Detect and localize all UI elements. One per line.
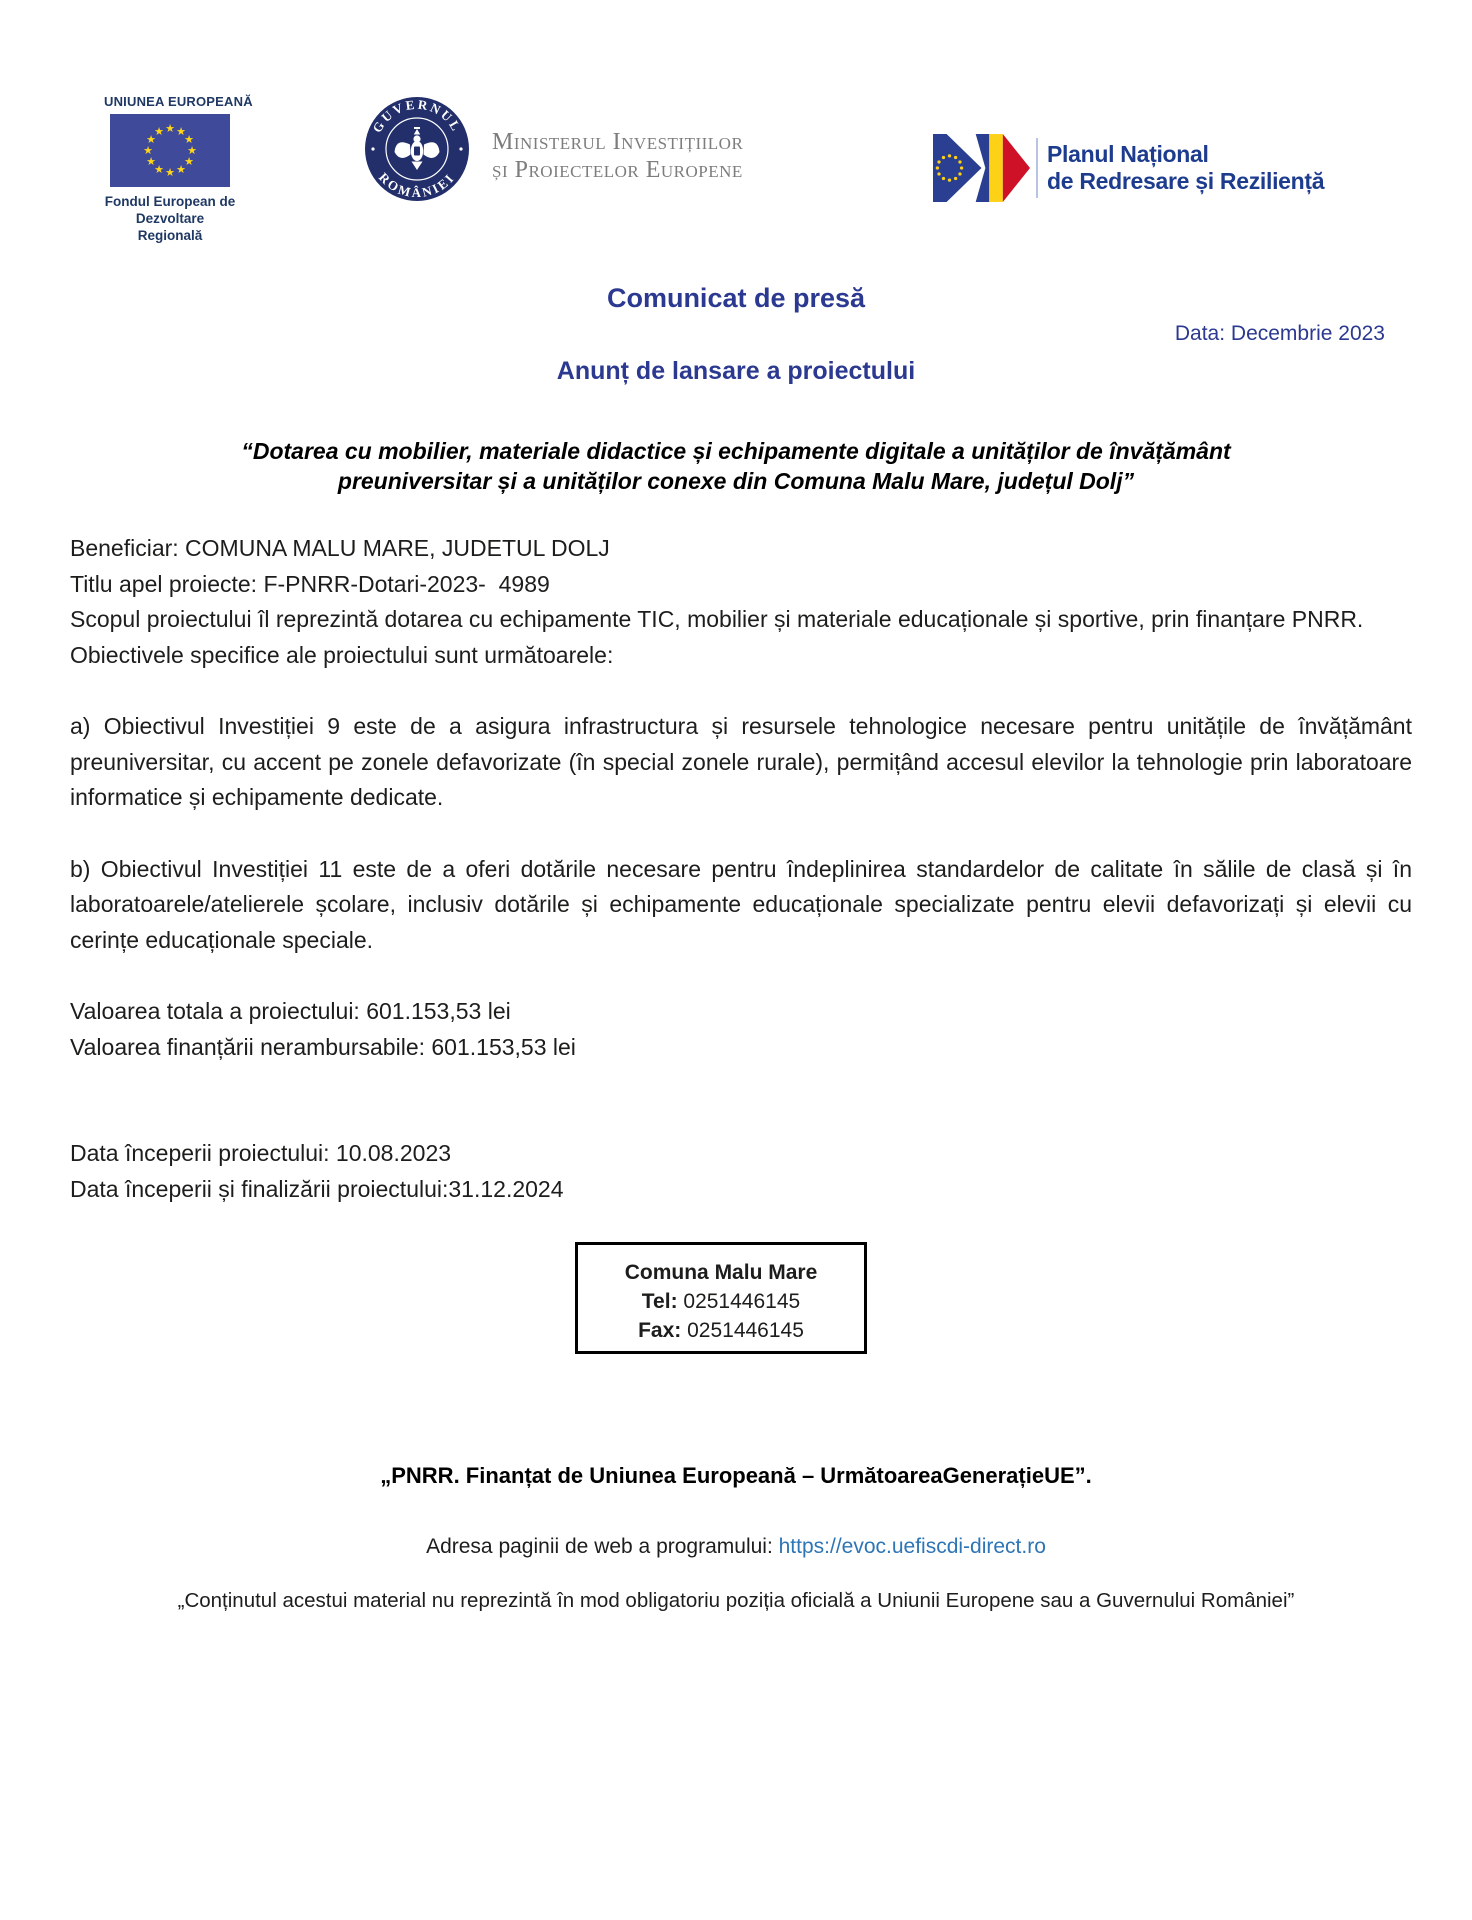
press-release-title: Comunicat de presă <box>606 283 866 313</box>
objective-b-paragraph: b) Obiectivul Investiției 11 este de a oferi dotările necesare pentru îndeplinirea standardelor de calitate în sălile de clasă și în laboratoarele/atelierele școlare, inclusiv dotările și echipamente educaționale specializate pentru elevii defavorizați și elevii cu cerințe educaționale speciale. <box>70 855 1412 953</box>
grant-value-line: Valoarea finanțării nerambursabile: 601.153,53 lei <box>70 1033 576 1060</box>
seal-text-top: GUVERNUL <box>369 96 465 136</box>
pnrr-logo-icon <box>933 133 1030 203</box>
government-seal-icon <box>364 96 470 202</box>
disclaimer-line: „Conținutul acestui material nu reprezintă în mod obligatoriu poziția oficială a Uniunii Europene sau a Guvernului României” <box>177 1589 1295 1612</box>
svg-text:★: ★ <box>165 122 175 135</box>
pnrr-wordmark <box>1047 141 1324 195</box>
document-body <box>70 531 1412 1207</box>
pnrr-logo-block <box>933 133 1324 203</box>
svg-text:★: ★ <box>154 163 164 177</box>
fax-value: 0251446145 <box>681 1319 804 1342</box>
svg-text:★: ★ <box>176 124 186 138</box>
svg-text:★: ★ <box>187 144 197 157</box>
objective-a-paragraph: a) Obiectivul Investiției 9 este de a asigura infrastructura și resursele tehnologice necesare pentru unitățile de învățământ preuniversitar, cu accent pe zonele defavorizate (în special zonele rurale), permițând accesul elevilor la tehnologie prin laboratoare informatice și echipamente dedicate. <box>70 713 1412 810</box>
svg-text:★: ★ <box>165 166 175 179</box>
total-value-line: Valoarea totala a proiectului: 601.153,53 lei <box>70 998 511 1024</box>
project-title-line2: preuniversitar și a unităților conexe din Comuna Malu Mare, județul Dolj” <box>337 468 1135 494</box>
svg-text:★: ★ <box>146 133 156 146</box>
program-web-line <box>0 1535 1472 1559</box>
fax-label: Fax: <box>638 1319 682 1342</box>
date-line: Data: Decembrie 2023 <box>1174 322 1385 345</box>
svg-text:★: ★ <box>184 155 194 168</box>
pnrr-wordmark-line2: de Redresare și Reziliență <box>1047 168 1325 194</box>
start-date-line: Data începerii proiectului: 10.08.2023 <box>70 1140 452 1166</box>
ministry-name <box>492 128 743 184</box>
end-date-line: Data începerii și finalizării proiectului:31.12.2024 <box>70 1175 564 1202</box>
contact-name: Comuna Malu Mare <box>624 1261 818 1284</box>
svg-text:★: ★ <box>176 163 186 177</box>
ministry-line2: și Proiectelor Europene <box>492 157 743 183</box>
program-web-label: Adresa paginii de web a programului: <box>426 1535 779 1558</box>
contact-fax-line <box>578 1316 864 1345</box>
contact-box <box>575 1242 867 1354</box>
tel-label: Tel: <box>641 1290 678 1313</box>
svg-text:★: ★ <box>184 133 194 146</box>
purpose-line: Scopul proiectului îl reprezintă dotarea cu echipamente TIC, mobilier și materiale educaționale și sportive, prin finanțare PNRR. <box>70 606 1364 632</box>
svg-text:★: ★ <box>146 155 156 168</box>
program-web-link[interactable]: https://evoc.uefiscdi-direct.ro <box>778 1535 1046 1558</box>
announcement-title: Anunț de lansare a proiectului <box>556 357 916 385</box>
pnrr-funding-note: „PNRR. Finanțat de Uniunea Europeană – UrmătoareaGenerațieUE”. <box>380 1463 1092 1488</box>
pnrr-divider <box>1036 138 1038 198</box>
project-title <box>66 436 1406 496</box>
tel-value: 0251446145 <box>677 1290 801 1313</box>
svg-text:★: ★ <box>143 144 153 157</box>
project-title-line1: “Dotarea cu mobilier, materiale didactice și echipamente digitale a unităților de învățământ <box>241 438 1231 464</box>
eu-logo-title: UNIUNEA EUROPEANĂ <box>104 94 253 109</box>
svg-text:★: ★ <box>154 124 164 138</box>
eu-logo-subtitle: Fondul European de Dezvoltare Regională <box>104 194 236 243</box>
beneficiary-line: Beneficiar: COMUNA MALU MARE, JUDETUL DOLJ <box>70 535 610 561</box>
ministry-line1: Ministerul Investițiilor <box>492 129 744 155</box>
call-title-line: Titlu apel proiecte: F-PNRR-Dotari-2023- 4989 <box>70 570 550 597</box>
eu-flag-icon <box>110 114 230 187</box>
objectives-intro-line: Obiectivele specifice ale proiectului sunt următoarele: <box>70 641 614 668</box>
seal-text-bottom: ROMÂNIEI <box>376 169 458 201</box>
eu-logo-block <box>104 94 253 244</box>
pnrr-wordmark-line1: Planul Național <box>1047 141 1209 167</box>
contact-tel-line <box>578 1287 864 1316</box>
